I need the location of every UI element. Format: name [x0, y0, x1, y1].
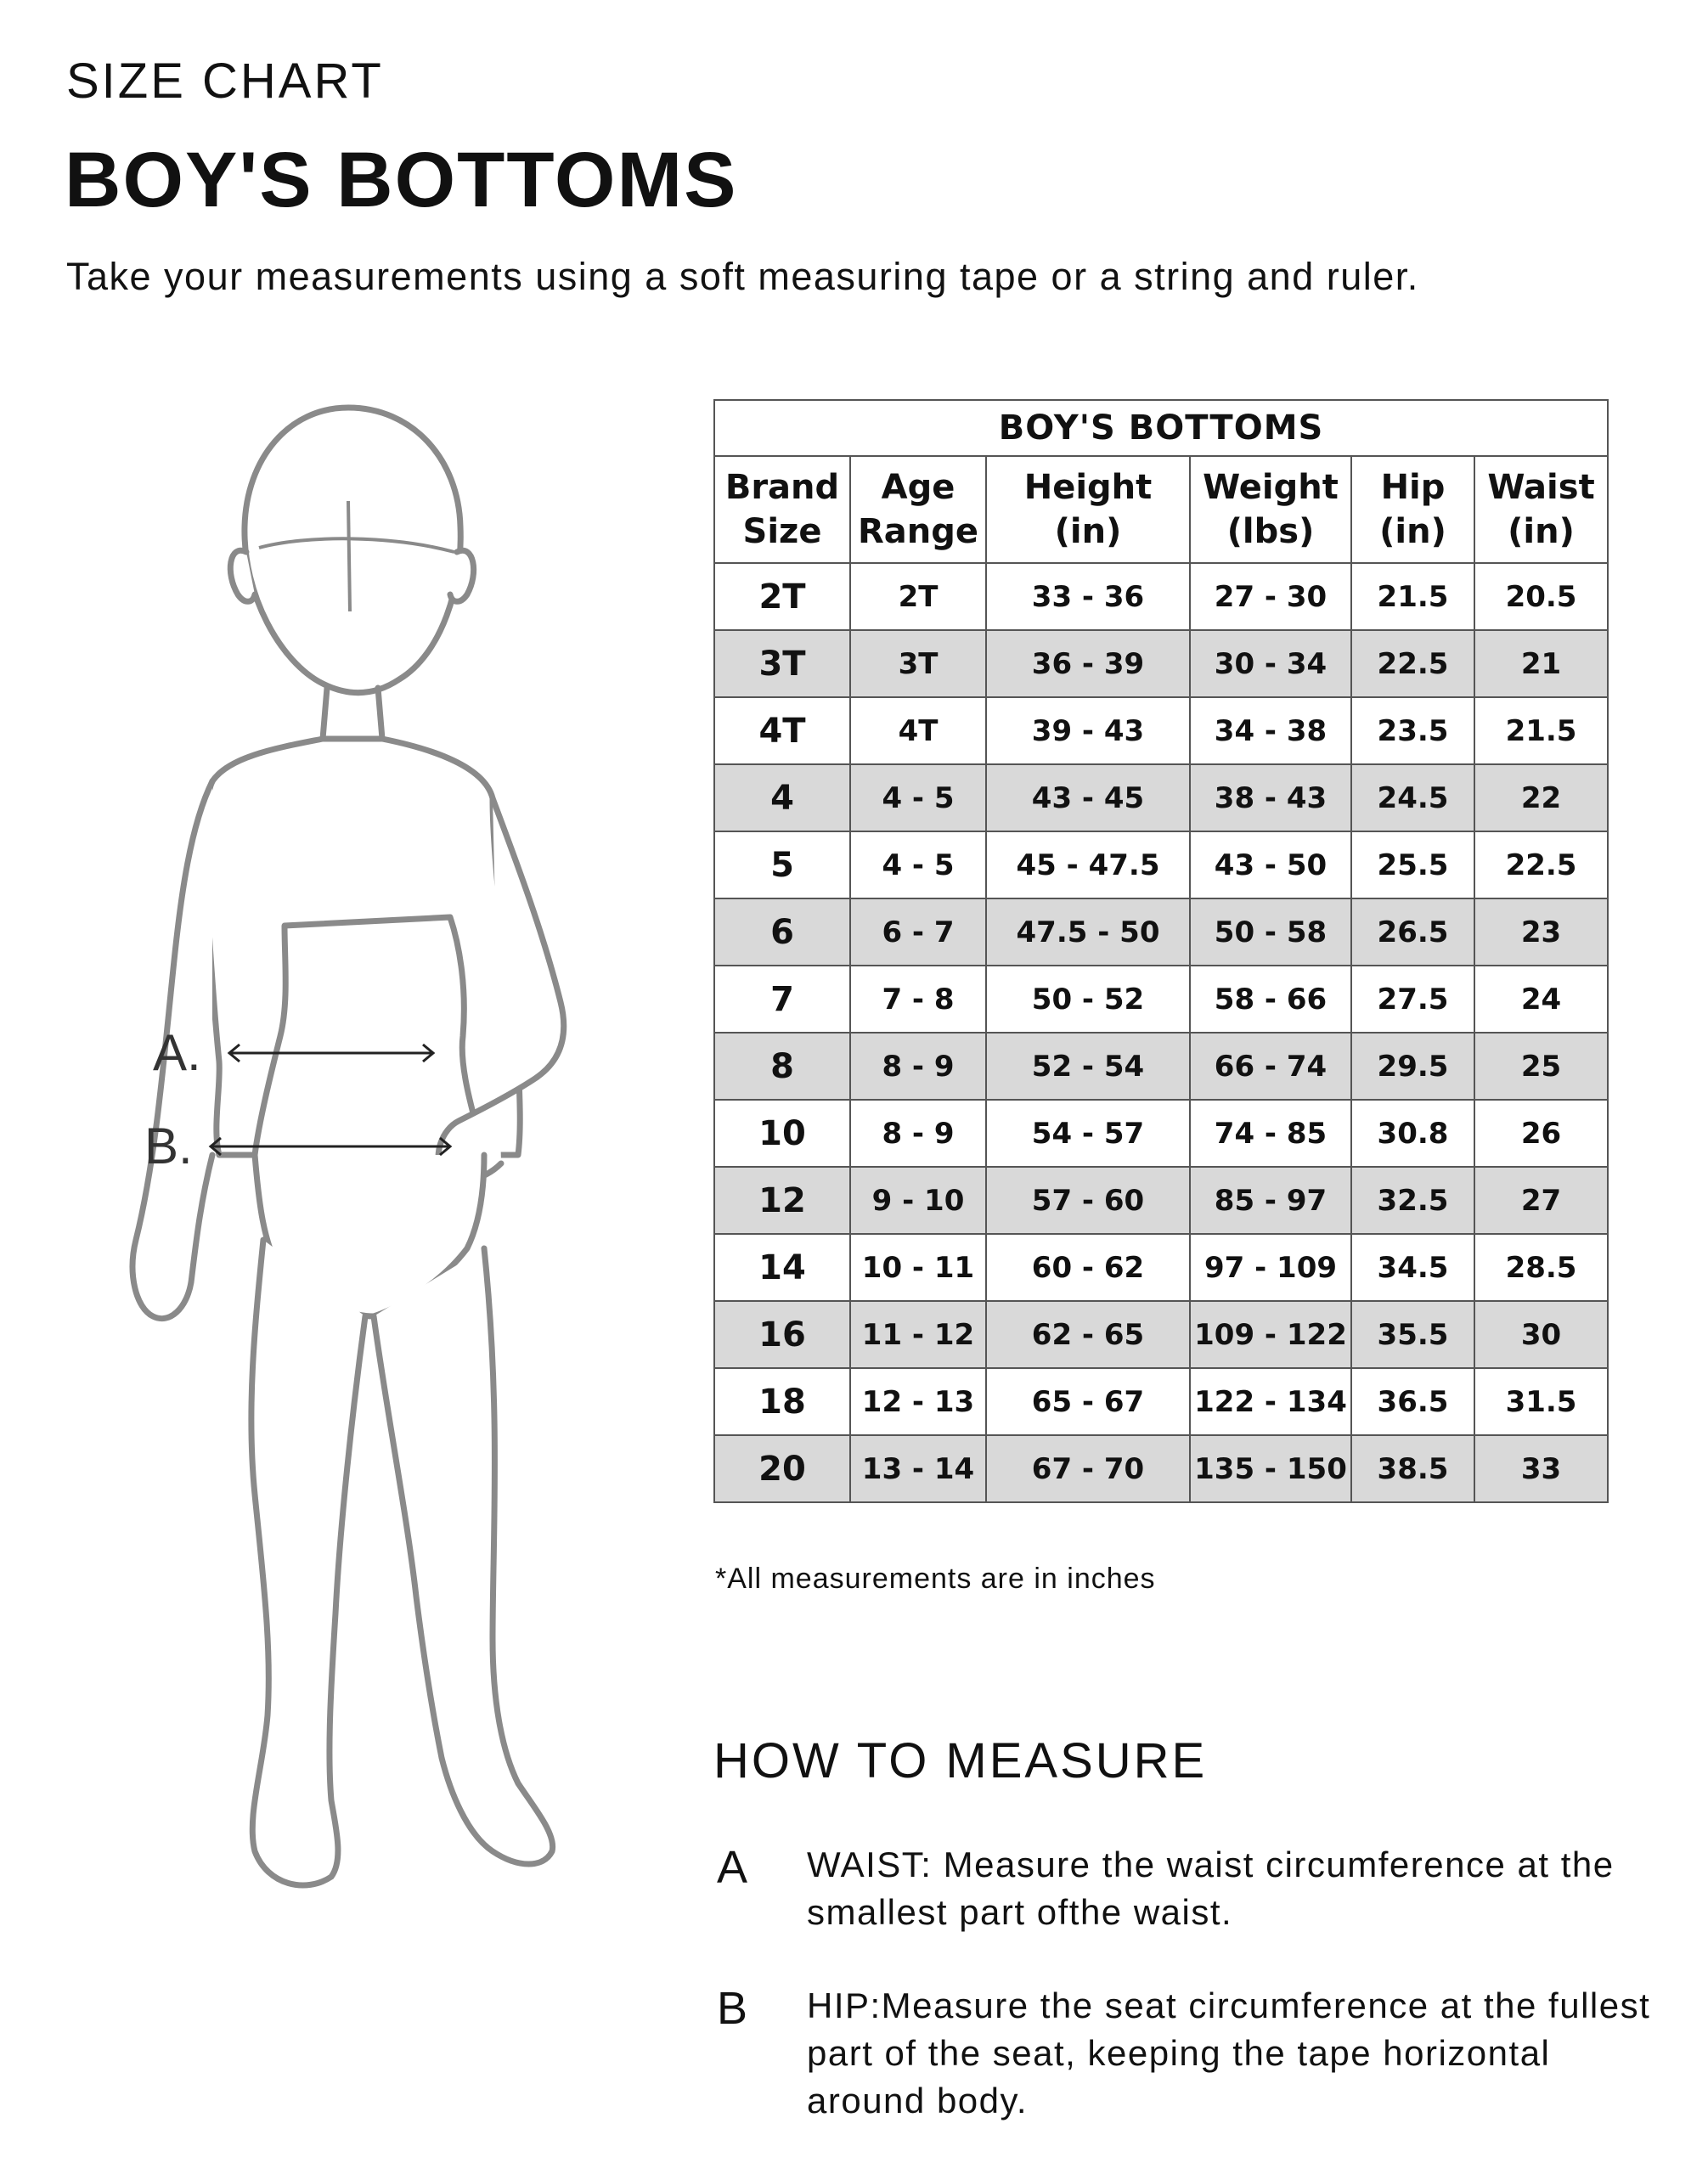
column-header-line: Weight [1203, 468, 1339, 507]
cell-age-range: 2T [850, 563, 986, 630]
cell-height: 33 - 36 [986, 563, 1190, 630]
column-header-height [986, 456, 1190, 563]
cell-brand-size: 6 [714, 898, 850, 966]
table-row [714, 898, 1608, 966]
cell-age-range: 11 - 12 [850, 1301, 986, 1368]
cell-weight: 43 - 50 [1190, 831, 1351, 898]
cell-weight: 58 - 66 [1190, 966, 1351, 1033]
column-header-line: Waist [1487, 468, 1595, 507]
step-letter: B [717, 1983, 748, 2034]
column-header-hip [1351, 456, 1474, 563]
cell-hip: 24.5 [1351, 764, 1474, 831]
cell-age-range: 10 - 11 [850, 1234, 986, 1301]
step-description: HIP:Measure the seat circumference at the fullest part of the seat, keeping the tape horizontal around body. [807, 1985, 1651, 2120]
cell-waist: 28.5 [1474, 1234, 1608, 1301]
cell-height: 65 - 67 [986, 1368, 1190, 1435]
column-header-line: Height [1023, 468, 1153, 507]
cell-hip: 32.5 [1351, 1167, 1474, 1234]
cell-brand-size: 4T [714, 697, 850, 764]
cell-waist: 23 [1474, 898, 1608, 966]
table-row [714, 563, 1608, 630]
cell-waist: 27 [1474, 1167, 1608, 1234]
cell-age-range: 9 - 10 [850, 1167, 986, 1234]
cell-waist: 21 [1474, 630, 1608, 697]
table-row [714, 1167, 1608, 1234]
cell-hip: 27.5 [1351, 966, 1474, 1033]
cell-brand-size: 3T [714, 630, 850, 697]
column-header-age-range [850, 456, 986, 563]
cell-weight: 27 - 30 [1190, 563, 1351, 630]
cell-age-range: 8 - 9 [850, 1033, 986, 1100]
table-row [714, 1100, 1608, 1167]
cell-waist: 26 [1474, 1100, 1608, 1167]
table-row [714, 831, 1608, 898]
step-description: WAIST: Measure the waist circumference at the smallest part ofthe waist. [807, 1845, 1615, 1932]
column-header-line: Size [742, 512, 822, 551]
cell-brand-size: 20 [714, 1435, 850, 1502]
cell-waist: 30 [1474, 1301, 1608, 1368]
cell-waist: 22 [1474, 764, 1608, 831]
table-row [714, 966, 1608, 1033]
page-kicker: SIZE CHART [66, 54, 384, 109]
table-row [714, 1234, 1608, 1301]
cell-hip: 38.5 [1351, 1435, 1474, 1502]
page-title: BOY'S BOTTOMS [65, 137, 738, 223]
cell-hip: 29.5 [1351, 1033, 1474, 1100]
column-header-line: Age [881, 468, 955, 507]
measurement-note: *All measurements are in inches [715, 1563, 1156, 1595]
cell-weight: 50 - 58 [1190, 898, 1351, 966]
table-row [714, 630, 1608, 697]
child-figure-illustration [119, 391, 629, 1936]
table-row [714, 1368, 1608, 1435]
cell-age-range: 7 - 8 [850, 966, 986, 1033]
cell-hip: 25.5 [1351, 831, 1474, 898]
cell-brand-size: 7 [714, 966, 850, 1033]
column-header-line: (in) [1379, 512, 1446, 551]
cell-height: 54 - 57 [986, 1100, 1190, 1167]
cell-age-range: 13 - 14 [850, 1435, 986, 1502]
cell-weight: 109 - 122 [1190, 1301, 1351, 1368]
cell-age-range: 4T [850, 697, 986, 764]
cell-waist: 25 [1474, 1033, 1608, 1100]
cell-weight: 122 - 134 [1190, 1368, 1351, 1435]
column-header-line: (in) [1508, 512, 1575, 551]
cell-height: 45 - 47.5 [986, 831, 1190, 898]
cell-waist: 20.5 [1474, 563, 1608, 630]
table-row [714, 1301, 1608, 1368]
table-row [714, 1435, 1608, 1502]
cell-waist: 21.5 [1474, 697, 1608, 764]
cell-waist: 33 [1474, 1435, 1608, 1502]
cell-height: 39 - 43 [986, 697, 1190, 764]
cell-weight: 66 - 74 [1190, 1033, 1351, 1100]
cell-brand-size: 12 [714, 1167, 850, 1234]
size-chart-table [713, 399, 1609, 1503]
cell-weight: 30 - 34 [1190, 630, 1351, 697]
cell-brand-size: 4 [714, 764, 850, 831]
cell-weight: 135 - 150 [1190, 1435, 1351, 1502]
cell-waist: 31.5 [1474, 1368, 1608, 1435]
column-header-waist [1474, 456, 1608, 563]
column-header-line: Hip [1380, 468, 1446, 507]
cell-age-range: 4 - 5 [850, 764, 986, 831]
column-header-brand-size [714, 456, 850, 563]
column-header-weight [1190, 456, 1351, 563]
cell-hip: 34.5 [1351, 1234, 1474, 1301]
cell-hip: 35.5 [1351, 1301, 1474, 1368]
cell-height: 62 - 65 [986, 1301, 1190, 1368]
cell-brand-size: 18 [714, 1368, 850, 1435]
cell-height: 47.5 - 50 [986, 898, 1190, 966]
cell-age-range: 12 - 13 [850, 1368, 986, 1435]
column-header-line: Brand [724, 468, 840, 507]
cell-age-range: 8 - 9 [850, 1100, 986, 1167]
step-letter: A [717, 1842, 748, 1893]
cell-brand-size: 14 [714, 1234, 850, 1301]
cell-hip: 23.5 [1351, 697, 1474, 764]
cell-waist: 24 [1474, 966, 1608, 1033]
cell-brand-size: 16 [714, 1301, 850, 1368]
measure-label-a: A. [153, 1024, 201, 1081]
table-row [714, 697, 1608, 764]
cell-weight: 38 - 43 [1190, 764, 1351, 831]
cell-hip: 22.5 [1351, 630, 1474, 697]
cell-height: 50 - 52 [986, 966, 1190, 1033]
cell-brand-size: 5 [714, 831, 850, 898]
cell-age-range: 3T [850, 630, 986, 697]
cell-height: 60 - 62 [986, 1234, 1190, 1301]
intro-text: Take your measurements using a soft measuring tape or a string and ruler. [66, 255, 1419, 298]
column-header-line: (in) [1054, 512, 1122, 551]
cell-brand-size: 8 [714, 1033, 850, 1100]
cell-hip: 30.8 [1351, 1100, 1474, 1167]
table-row [714, 1033, 1608, 1100]
cell-height: 57 - 60 [986, 1167, 1190, 1234]
cell-brand-size: 10 [714, 1100, 850, 1167]
how-to-measure-title: HOW TO MEASURE [713, 1733, 1208, 1788]
cell-height: 52 - 54 [986, 1033, 1190, 1100]
cell-height: 36 - 39 [986, 630, 1190, 697]
cell-age-range: 6 - 7 [850, 898, 986, 966]
cell-weight: 85 - 97 [1190, 1167, 1351, 1234]
cell-height: 67 - 70 [986, 1435, 1190, 1502]
cell-hip: 21.5 [1351, 563, 1474, 630]
table-title: BOY'S BOTTOMS [714, 400, 1608, 456]
table-row [714, 764, 1608, 831]
cell-weight: 34 - 38 [1190, 697, 1351, 764]
column-header-line: (lbs) [1226, 512, 1315, 551]
measure-label-b: B. [144, 1118, 193, 1174]
cell-age-range: 4 - 5 [850, 831, 986, 898]
column-header-line: Range [857, 512, 979, 551]
cell-weight: 97 - 109 [1190, 1234, 1351, 1301]
cell-weight: 74 - 85 [1190, 1100, 1351, 1167]
cell-height: 43 - 45 [986, 764, 1190, 831]
cell-hip: 26.5 [1351, 898, 1474, 966]
cell-hip: 36.5 [1351, 1368, 1474, 1435]
cell-brand-size: 2T [714, 563, 850, 630]
cell-waist: 22.5 [1474, 831, 1608, 898]
